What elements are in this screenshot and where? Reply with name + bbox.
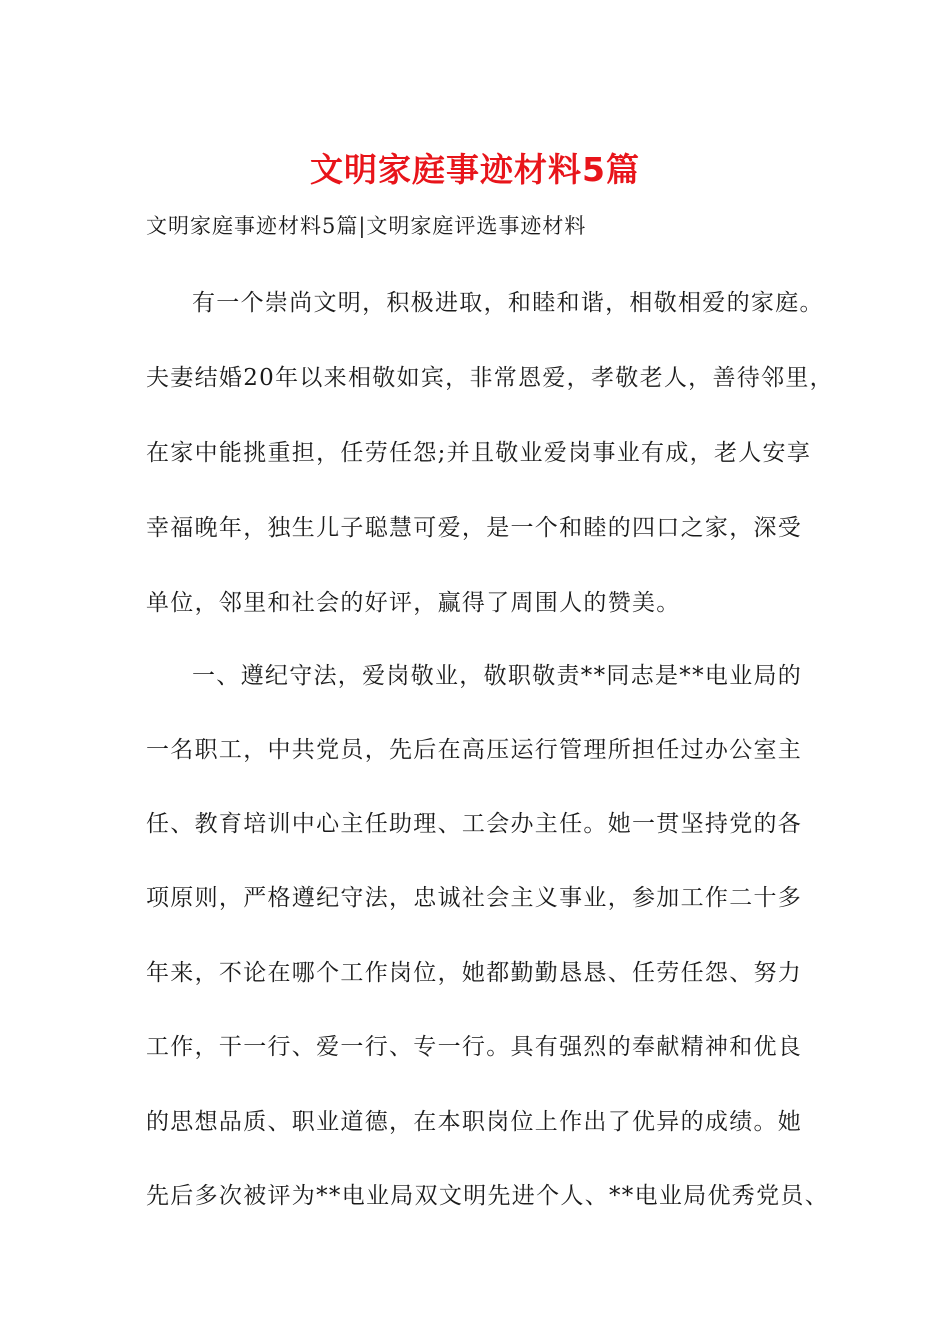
paragraph-line: 单位，邻里和社会的好评，赢得了周围人的赞美。 <box>146 590 681 616</box>
paragraph-line: 的思想品质、职业道德，在本职岗位上作出了优异的成绩。她 <box>146 1109 803 1135</box>
paragraph-line: 在家中能挑重担，任劳任怨;并且敬业爱岗事业有成，老人安享 <box>146 440 812 466</box>
paragraph-line: 幸福晚年，独生儿子聪慧可爱，是一个和睦的四口之家，深受 <box>146 515 803 541</box>
paragraph-line: 一名职工，中共党员，先后在高压运行管理所担任过办公室主 <box>146 737 803 763</box>
document-subtitle: 文明家庭事迹材料5篇|文明家庭评选事迹材料 <box>146 214 587 238</box>
paragraph-line: 有一个崇尚文明，积极进取，和睦和谐，相敬相爱的家庭。 <box>192 290 824 316</box>
paragraph-line: 任、教育培训中心主任助理、工会办主任。她一贯坚持党的各 <box>146 811 803 837</box>
paragraph-line: 夫妻结婚20年以来相敬如宾，非常恩爱，孝敬老人，善待邻里， <box>146 365 834 391</box>
document-title: 文明家庭事迹材料5篇 <box>310 150 640 189</box>
paragraph-line: 项原则，严格遵纪守法，忠诚社会主义事业，参加工作二十多 <box>146 885 803 911</box>
paragraph-line: 工作，干一行、爱一行、专一行。具有强烈的奉献精神和优良 <box>146 1034 803 1060</box>
paragraph-line: 年来，不论在哪个工作岗位，她都勤勤恳恳、任劳任怨、努力 <box>146 960 803 986</box>
paragraph-line: 先后多次被评为**电业局双文明先进个人、**电业局优秀党员、 <box>146 1183 829 1209</box>
paragraph-line: 一、遵纪守法，爱岗敬业，敬职敬责**同志是**电业局的 <box>192 663 803 689</box>
